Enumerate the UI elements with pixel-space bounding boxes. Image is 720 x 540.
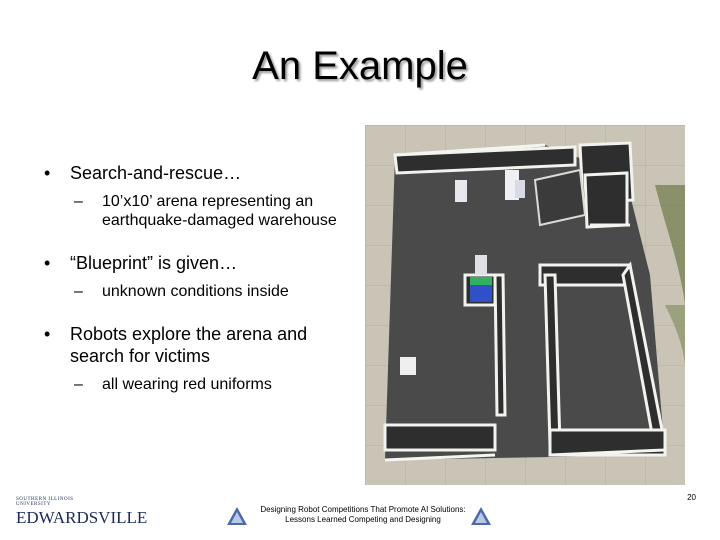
bullet-group-3 xyxy=(44,323,354,394)
slide-title: An Example xyxy=(252,44,468,88)
sub-bullet-text: all wearing red uniforms xyxy=(102,376,272,393)
bullet-text: Robots explore the arena and search for victims xyxy=(70,324,308,366)
bullet-text: Search-and-rescue… xyxy=(70,163,242,183)
footer-caption xyxy=(248,505,478,525)
arena-photo xyxy=(365,125,685,485)
sub-bullet-item xyxy=(44,375,354,394)
bullet-item xyxy=(44,162,354,184)
bullet-dot-icon: • xyxy=(44,163,51,183)
dash-icon: – xyxy=(74,193,83,210)
bullet-text: “Blueprint” is given… xyxy=(70,253,238,273)
sub-bullet-item xyxy=(44,282,354,301)
sub-bullet-item xyxy=(44,192,354,230)
university-logo xyxy=(16,497,148,527)
footer-line-2: Lessons Learned Competing and Designing xyxy=(285,515,441,524)
bullet-list xyxy=(44,162,354,394)
dash-icon: – xyxy=(74,283,83,300)
logo-main-text: EDWARDSVILLE xyxy=(16,508,148,527)
bullet-group-1 xyxy=(44,162,354,230)
logo-top-text: SOUTHERN ILLINOIS UNIVERSITY xyxy=(16,497,74,507)
bullet-item xyxy=(44,323,354,367)
ai-triangle-logo-icon xyxy=(226,506,248,526)
bullet-item xyxy=(44,252,354,274)
bullet-dot-icon: • xyxy=(44,253,51,273)
sub-bullet-text: 10’x10’ arena representing an earthquake-damaged warehouse xyxy=(102,193,337,229)
bullet-group-2 xyxy=(44,252,354,301)
footer-line-1: Designing Robot Competitions That Promote AI Solutions: xyxy=(260,505,466,514)
sub-bullet-text: unknown conditions inside xyxy=(102,283,289,300)
page-number: 20 xyxy=(687,493,696,502)
dash-icon: – xyxy=(74,376,83,393)
bullet-dot-icon: • xyxy=(44,324,51,344)
